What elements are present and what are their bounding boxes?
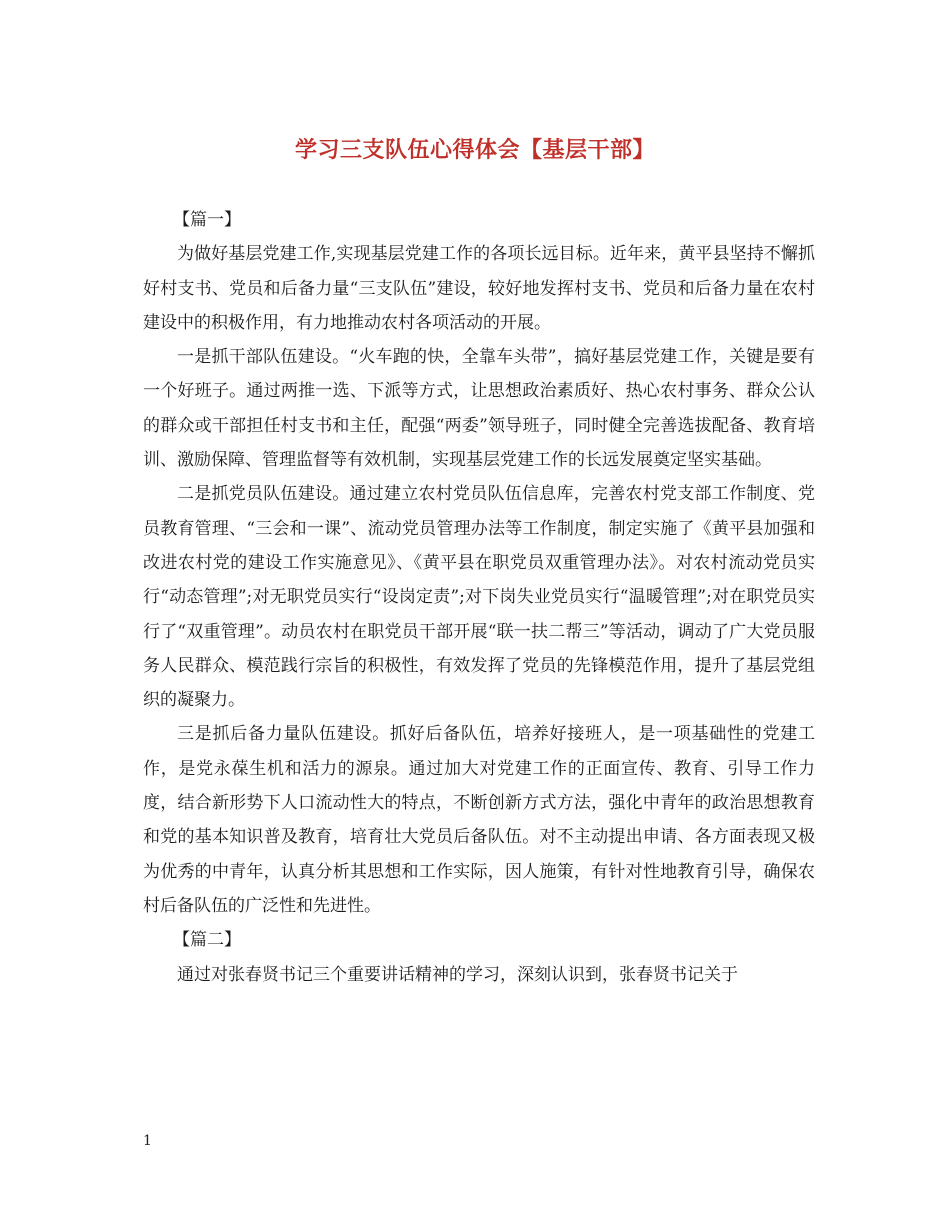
document-title: 学习三支队伍心得体会【基层干部】	[294, 138, 655, 163]
paragraph: 通过对张春贤书记三个重要讲话精神的学习，深刻认识到，张春贤书记关于	[177, 964, 738, 985]
paragraph: 三是抓后备力量队伍建设。抓好后备队伍，培养好接班人，是一项基础性的党建工作，是党永葆生机和活力的源泉。通过加大对党建工作的正面宣传、教育、引导工作力度，结合新形势下人口流动性大的特点，不断创新方式方法，强化中青年的政治思想教育和党的基本知识普及教育，培育壮大党员后备队伍。对不主动提出申请、各方面表现又极为优秀的中青年，认真分析其思想和工作实际，因人施策，有针对性地教育引导，确保农村后备队伍的广泛性和先进性。	[143, 724, 815, 916]
paragraph: 二是抓党员队伍建设。通过建立农村党员队伍信息库，完善农村党支部工作制度、党员教育管理、“三会和一课”、流动党员管理办法等工作制度，制定实施了《黄平县加强和改进农村党的建设工作实施意见》、《黄平县在职党员双重管理办法》。对农村流动党员实行“动态管理”;对无职党员实行“设岗定责”;对下岗失业党员实行“温暖管理”;对在职党员实行了“双重管理”。动员农村在职党员干部开展“联一扶二帮三”等活动，调动了广大党员服务人民群众、模范践行宗旨的积极性，有效发挥了党员的先锋模范作用，提升了基层党组织的凝聚力。	[143, 484, 815, 711]
page-number: 1	[143, 1133, 152, 1149]
paragraph: 为做好基层党建工作,实现基层党建工作的各项长远目标。近年来，黄平县坚持不懈抓好村支书、党员和后备力量“三支队伍”建设，较好地发挥村支书、党员和后备力量在农村建设中的积极作用，有力地推动农村各项活动的开展。	[143, 244, 815, 333]
paragraph: 一是抓干部队伍建设。“火车跑的快，全靠车头带”，搞好基层党建工作，关键是要有一个好班子。通过两推一选、下派等方式，让思想政治素质好、热心农村事务、群众公认的群众或干部担任村支书和主任，配强“两委”领导班子，同时健全完善选拔配备、教育培训、激励保障、管理监督等有效机制，实现基层党建工作的长远发展奠定坚实基础。	[143, 347, 815, 471]
document-body	[143, 203, 815, 992]
section-heading: 【篇二】	[173, 930, 241, 951]
section-heading: 【篇一】	[173, 210, 241, 230]
